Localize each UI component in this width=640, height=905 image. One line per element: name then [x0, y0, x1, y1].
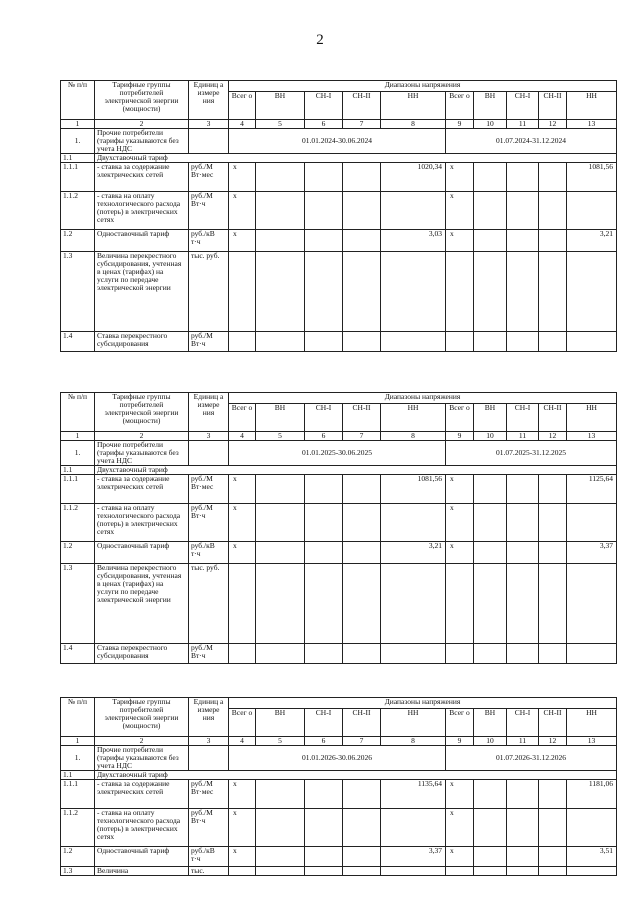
header-col: СН-II [343, 404, 381, 432]
col-number: 3 [189, 737, 229, 746]
row-unit: тыс. руб. [189, 564, 229, 644]
cell-x: х [229, 780, 256, 809]
col-number: 8 [381, 737, 446, 746]
header-col: СН-I [507, 92, 539, 120]
cell-x: х [446, 230, 474, 252]
header-num: № п/п [61, 81, 95, 120]
header-col: НН [567, 404, 617, 432]
cell-x: х [229, 809, 256, 847]
tariff-table-2024 [60, 80, 617, 352]
row-unit: руб./кВ т·ч [189, 230, 229, 252]
row-name: - ставка на оплату технологического расхода (потерь) в электрических сетях [95, 809, 189, 847]
header-col: СН-II [343, 709, 381, 737]
col-number: 5 [256, 120, 305, 129]
cell-x: х [229, 230, 256, 252]
col-number: 3 [189, 120, 229, 129]
header-col: ВН [474, 404, 507, 432]
row-unit: руб./М Вт·ч [189, 332, 229, 352]
row-unit: руб./М Вт·ч [189, 644, 229, 664]
header-unit: Единиц а измере ния [189, 81, 229, 120]
header-col: СН-I [507, 404, 539, 432]
header-col: ВН [474, 709, 507, 737]
cell-x: х [446, 809, 474, 847]
header-col: ВН [256, 709, 305, 737]
row-unit: руб./кВ т·ч [189, 847, 229, 867]
header-groups: Тарифные группы потребителей электрической энергии (мощности) [95, 698, 189, 737]
col-number: 9 [446, 737, 474, 746]
cell-x: х [446, 163, 474, 192]
row-name: - ставка за содержание электрических сетей [95, 780, 189, 809]
value-nn-first: 1020,34 [381, 163, 446, 192]
header-col: НН [567, 92, 617, 120]
row-name: Двухставочный тариф [95, 771, 617, 780]
cell-x: х [446, 192, 474, 230]
header-groups: Тарифные группы потребителей электрической энергии (мощности) [95, 393, 189, 432]
period-first-half: 01.01.2026-30.06.2026 [229, 746, 446, 771]
row-name: Ставка перекрестного субсидирования [95, 644, 189, 664]
col-number: 13 [567, 737, 617, 746]
col-number: 4 [229, 120, 256, 129]
col-number: 7 [343, 432, 381, 441]
header-col: НН [381, 92, 446, 120]
header-col: ВН [474, 92, 507, 120]
row-num: 1.1.1 [61, 780, 95, 809]
header-unit: Единиц а измере ния [189, 698, 229, 737]
header-col: СН-I [305, 709, 343, 737]
row-name: Величина перекрестного субсидирования, учтенная в ценах (тарифах) на услуги по передаче электрической энергии [95, 252, 189, 332]
col-number: 12 [539, 120, 567, 129]
period-second-half: 01.07.2024-31.12.2024 [446, 129, 617, 154]
header-ranges: Диапазоны напряжения [229, 698, 617, 709]
value-nn-first: 3,03 [381, 230, 446, 252]
header-col: ВН [256, 92, 305, 120]
row-num: 1.1 [61, 466, 95, 475]
row-unit: руб./М Вт·мес [189, 475, 229, 504]
col-number: 2 [95, 120, 189, 129]
row-name: Величина перекрестного субсидирования, учтенная в ценах (тарифах) на услуги по передаче электрической энергии [95, 564, 189, 644]
col-number: 9 [446, 120, 474, 129]
period-second-half: 01.07.2026-31.12.2026 [446, 746, 617, 771]
col-number: 6 [305, 737, 343, 746]
row-name: - ставка на оплату технологического расхода (потерь) в электрических сетях [95, 192, 189, 230]
col-number: 11 [507, 737, 539, 746]
header-col: СН-II [539, 709, 567, 737]
header-col: СН-II [539, 404, 567, 432]
header-col: НН [567, 709, 617, 737]
row-num: 1.3 [61, 867, 95, 876]
header-col: Всег о [229, 709, 256, 737]
row-unit: руб./М Вт·ч [189, 192, 229, 230]
col-number: 3 [189, 432, 229, 441]
col-number: 1 [61, 120, 95, 129]
header-ranges: Диапазоны напряжения [229, 393, 617, 404]
col-number: 8 [381, 432, 446, 441]
row-name: - ставка за содержание электрических сетей [95, 475, 189, 504]
col-number: 11 [507, 120, 539, 129]
col-number: 5 [256, 737, 305, 746]
tariff-table-2026 [60, 697, 617, 876]
col-number: 6 [305, 120, 343, 129]
header-col: СН-I [305, 92, 343, 120]
value-nn-second: 1125,64 [567, 475, 617, 504]
cell-x: х [446, 847, 474, 867]
row-num: 1.4 [61, 332, 95, 352]
col-number: 12 [539, 737, 567, 746]
row-num: 1.1.2 [61, 809, 95, 847]
row-num: 1. [61, 746, 95, 771]
row-num: 1.1 [61, 154, 95, 163]
header-num: № п/п [61, 393, 95, 432]
col-number: 12 [539, 432, 567, 441]
col-number: 1 [61, 737, 95, 746]
row-name: Прочие потребители (тарифы указываются без учета НДС [95, 441, 189, 466]
header-num: № п/п [61, 698, 95, 737]
page-number: 2 [316, 32, 324, 48]
value-nn-second: 1181,06 [567, 780, 617, 809]
row-num: 1.1 [61, 771, 95, 780]
row-num: 1.2 [61, 847, 95, 867]
header-col: СН-II [343, 92, 381, 120]
row-num: 1. [61, 441, 95, 466]
value-nn-second: 3,21 [567, 230, 617, 252]
cell-x: х [229, 847, 256, 867]
col-number: 4 [229, 737, 256, 746]
col-number: 10 [474, 120, 507, 129]
row-name: Одноставочный тариф [95, 230, 189, 252]
row-name: Прочие потребители (тарифы указываются без учета НДС [95, 746, 189, 771]
col-number: 2 [95, 432, 189, 441]
row-num: 1.1.2 [61, 192, 95, 230]
col-number: 7 [343, 737, 381, 746]
value-nn-first: 1135,64 [381, 780, 446, 809]
row-name: Двухставочный тариф [95, 154, 617, 163]
row-num: 1. [61, 129, 95, 154]
col-number: 9 [446, 432, 474, 441]
row-num: 1.1.2 [61, 504, 95, 542]
header-groups: Тарифные группы потребителей электрической энергии (мощности) [95, 81, 189, 120]
row-name: Величина [95, 867, 189, 876]
value-nn-second: 3,51 [567, 847, 617, 867]
header-col: Всег о [229, 92, 256, 120]
row-unit: руб./М Вт·мес [189, 163, 229, 192]
value-nn-second: 1081,56 [567, 163, 617, 192]
period-second-half: 01.07.2025-31.12.2025 [446, 441, 617, 466]
period-first-half: 01.01.2024-30.06.2024 [229, 129, 446, 154]
col-number: 11 [507, 432, 539, 441]
value-nn-first: 3,21 [381, 542, 446, 564]
row-name: Одноставочный тариф [95, 542, 189, 564]
col-number: 6 [305, 432, 343, 441]
header-ranges: Диапазоны напряжения [229, 81, 617, 92]
row-name: Прочие потребители (тарифы указываются без учета НДС [95, 129, 189, 154]
header-col: Всег о [229, 404, 256, 432]
col-number: 10 [474, 737, 507, 746]
row-unit: руб./М Вт·ч [189, 809, 229, 847]
cell-x: х [229, 163, 256, 192]
col-number: 5 [256, 432, 305, 441]
header-col: Всег о [446, 709, 474, 737]
row-name: Одноставочный тариф [95, 847, 189, 867]
row-unit: тыс. [189, 867, 229, 876]
row-num: 1.3 [61, 564, 95, 644]
row-num: 1.1.1 [61, 163, 95, 192]
period-first-half: 01.01.2025-30.06.2025 [229, 441, 446, 466]
col-number: 10 [474, 432, 507, 441]
header-col: СН-I [305, 404, 343, 432]
row-num: 1.3 [61, 252, 95, 332]
header-col: СН-I [507, 709, 539, 737]
row-num: 1.2 [61, 230, 95, 252]
col-number: 13 [567, 120, 617, 129]
cell-x: х [446, 542, 474, 564]
row-unit: тыс. руб. [189, 252, 229, 332]
header-col: СН-II [539, 92, 567, 120]
cell-x: х [229, 192, 256, 230]
row-num: 1.2 [61, 542, 95, 564]
row-unit: руб./М Вт·ч [189, 504, 229, 542]
col-number: 8 [381, 120, 446, 129]
cell-x: х [229, 475, 256, 504]
col-number: 1 [61, 432, 95, 441]
cell-x: х [446, 475, 474, 504]
row-num: 1.1.1 [61, 475, 95, 504]
cell-x: х [446, 780, 474, 809]
row-name: Двухставочный тариф [95, 466, 617, 475]
header-unit: Единиц а измере ния [189, 393, 229, 432]
row-unit: руб./М Вт·мес [189, 780, 229, 809]
row-num: 1.4 [61, 644, 95, 664]
row-name: - ставка на оплату технологического расхода (потерь) в электрических сетях [95, 504, 189, 542]
col-number: 7 [343, 120, 381, 129]
cell-x: х [229, 542, 256, 564]
value-nn-second: 3,37 [567, 542, 617, 564]
row-unit: руб./кВ т·ч [189, 542, 229, 564]
header-col: Всег о [446, 404, 474, 432]
col-number: 4 [229, 432, 256, 441]
header-col: НН [381, 404, 446, 432]
col-number: 13 [567, 432, 617, 441]
header-col: ВН [256, 404, 305, 432]
row-name: Ставка перекрестного субсидирования [95, 332, 189, 352]
tariff-table-2025 [60, 392, 617, 664]
value-nn-first: 3,37 [381, 847, 446, 867]
value-nn-first: 1081,56 [381, 475, 446, 504]
col-number: 2 [95, 737, 189, 746]
cell-x: х [446, 504, 474, 542]
row-name: - ставка за содержание электрических сетей [95, 163, 189, 192]
header-col: НН [381, 709, 446, 737]
cell-x: х [229, 504, 256, 542]
header-col: Всег о [446, 92, 474, 120]
